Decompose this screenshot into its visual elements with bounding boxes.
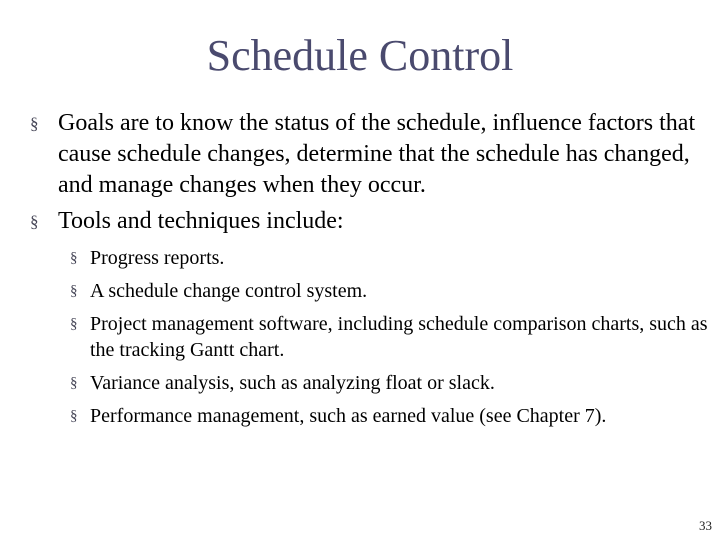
bullet-item (30, 206, 710, 237)
bullet-list (30, 108, 710, 436)
sub-bullet-marker-icon: § (70, 250, 78, 266)
sub-bullet-marker-icon: § (70, 283, 78, 299)
bullet-marker-icon: § (30, 212, 39, 231)
sub-bullet-item (58, 245, 710, 271)
sub-bullet-text: Project management software, including schedule comparison charts, such as the tracking Gantt chart. (90, 313, 708, 361)
sub-bullet-text: Performance management, such as earned value (see Chapter 7). (90, 405, 607, 427)
sub-bullet-text: Variance analysis, such as analyzing float or slack. (90, 372, 495, 394)
sub-bullet-item (58, 311, 710, 363)
sub-bullet-text: Progress reports. (90, 247, 225, 269)
sub-bullet-list (58, 245, 710, 429)
sub-bullet-item (58, 370, 710, 396)
bullet-text: Goals are to know the status of the schedule, influence factors that cause schedule changes, determine that the schedule has changed, and manage changes when they occur. (58, 110, 696, 198)
slide-title: Schedule Control (206, 31, 514, 80)
page-number: 33 (699, 518, 712, 533)
sub-bullet-item (58, 278, 710, 304)
sub-bullet-marker-icon: § (70, 375, 78, 391)
sub-bullet-marker-icon: § (70, 316, 78, 332)
bullet-item (30, 108, 710, 201)
bullet-text: Tools and techniques include: (58, 208, 344, 234)
sub-bullet-text: A schedule change control system. (90, 280, 368, 302)
sub-bullet-item (58, 403, 710, 429)
bullet-marker-icon: § (30, 114, 39, 133)
sub-bullet-marker-icon: § (70, 408, 78, 424)
